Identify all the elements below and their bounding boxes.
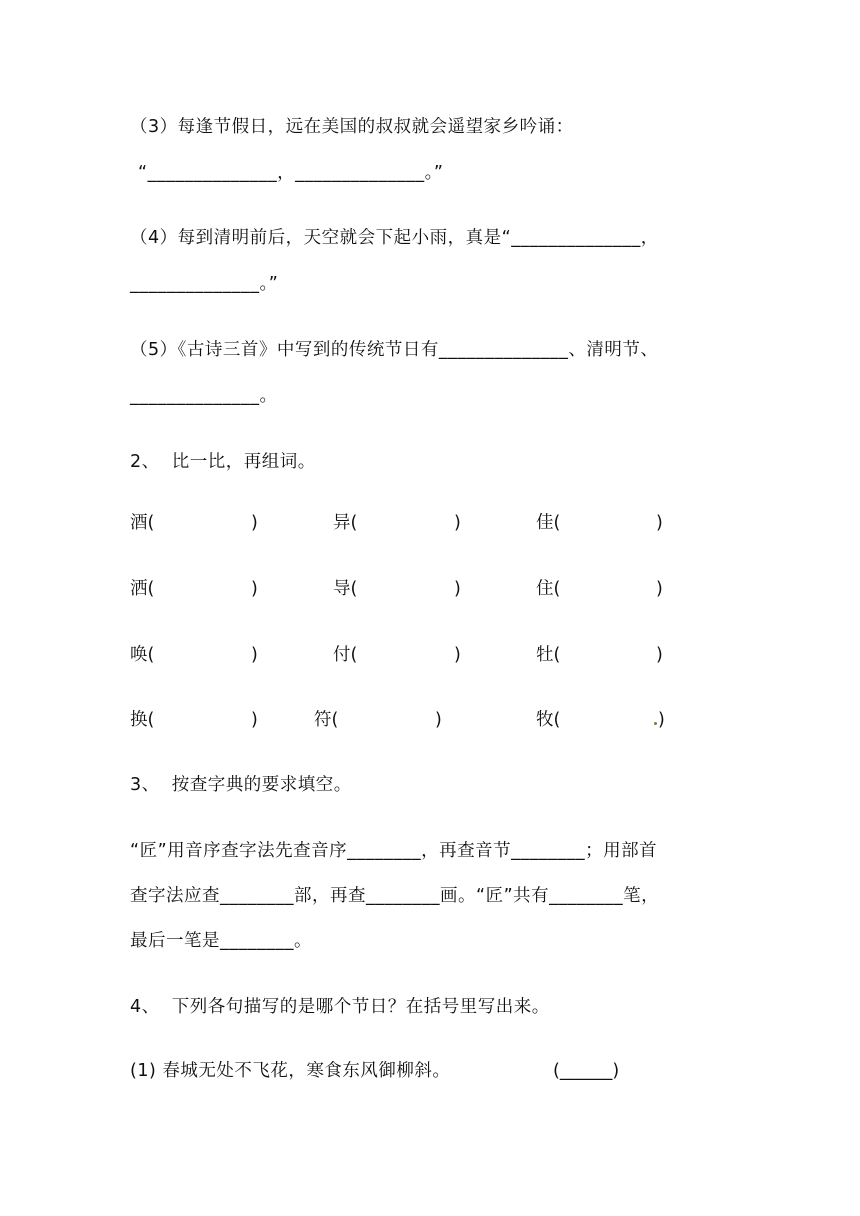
- word-char: 异(: [333, 513, 358, 533]
- word-char: 唤(: [130, 645, 155, 665]
- word-bracket-close: ): [656, 645, 663, 665]
- section3-line3: 最后一笔是________。: [130, 931, 312, 951]
- word-char: 酒(: [130, 513, 155, 533]
- word-char: 换(: [130, 710, 155, 730]
- q4-line1: （4）每到清明前后，天空就会下起小雨，真是“______________，: [130, 228, 659, 248]
- word-char: 导(: [333, 579, 358, 599]
- section4-heading: 4、 下列各句描写的是哪个节日？在括号里写出来。: [130, 997, 550, 1017]
- q3-line2: “______________，______________。”: [138, 163, 444, 183]
- q3-line1: （3）每逢节假日，远在美国的叔叔就会遥望家乡吟诵：: [130, 117, 574, 137]
- word-bracket-close: ): [251, 710, 258, 730]
- word-bracket-close: ): [656, 579, 663, 599]
- stray-mark: [654, 722, 657, 725]
- q5-line1: （5）《古诗三首》中写到的传统节日有______________、清明节、: [130, 340, 659, 360]
- word-bracket-close: ): [454, 513, 461, 533]
- word-char: 牧(: [536, 710, 561, 730]
- section3-line2: 查字法应查________部，再查________画。“匠”共有________笔，: [130, 886, 660, 906]
- word-bracket-close: ): [656, 513, 663, 533]
- word-bracket-close: ): [454, 579, 461, 599]
- word-char: 付(: [333, 645, 358, 665]
- word-bracket-close: ): [251, 579, 258, 599]
- section3-line1: “匠”用音序查字法先查音序________，再查音节________；用部首: [130, 841, 658, 861]
- section2-heading: 2、 比一比，再组词。: [130, 452, 316, 472]
- word-bracket-close: ): [658, 710, 665, 730]
- word-bracket-close: ): [435, 710, 442, 730]
- word-char: 佳(: [536, 513, 561, 533]
- section4-item1-answer-blank: (______): [553, 1061, 620, 1081]
- word-char: 牡(: [536, 645, 561, 665]
- word-char: 住(: [536, 579, 561, 599]
- word-bracket-close: ): [454, 645, 461, 665]
- section3-heading: 3、 按查字典的要求填空。: [130, 775, 352, 795]
- section4-item1: (1) 春城无处不飞花，寒食东风御柳斜。: [130, 1061, 451, 1081]
- word-char: 符(: [314, 710, 339, 730]
- q4-line2: ______________。”: [130, 274, 279, 294]
- q5-line2: ______________。: [130, 386, 278, 406]
- word-char: 洒(: [130, 579, 155, 599]
- word-bracket-close: ): [251, 513, 258, 533]
- word-bracket-close: ): [251, 645, 258, 665]
